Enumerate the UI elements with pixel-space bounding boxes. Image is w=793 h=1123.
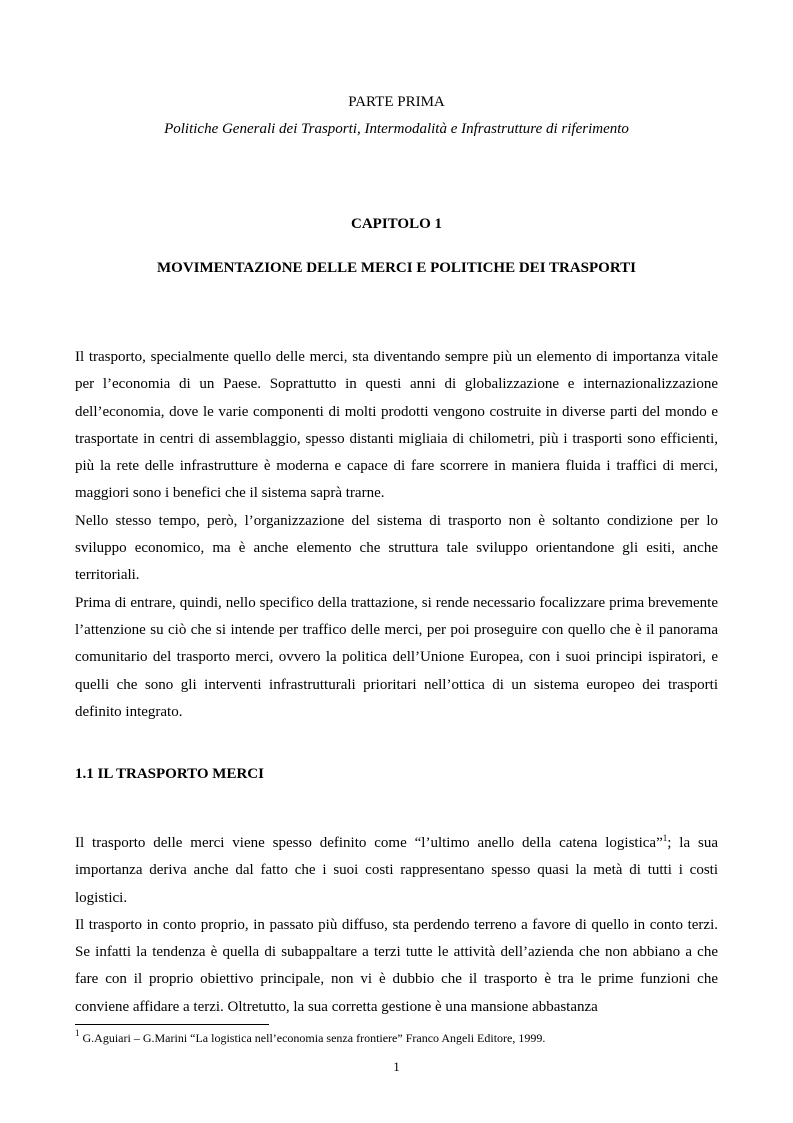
intro-text	[75, 344, 718, 726]
footnote-reference[interactable]: 1	[662, 833, 668, 843]
intro-paragraph: Il trasporto, specialmente quello delle merci, sta diventando sempre più un elemento di importanza vitale per l’economia di un Paese. Soprattutto in questi anni di globalizzazione e internazionalizzazione dell’economia, dove le varie componenti di molti prodotti vengono costruite in diverse parti del mondo e trasportate in centri di assemblaggio, spesso distanti migliaia di chilometri, più i trasporti sono efficienti, più la rete delle infrastrutture è moderna e capace di fare scorrere in maniera fluida i traffici di merci, maggiori sono i benefici che il sistema saprà trarne.	[75, 349, 718, 502]
section-text	[75, 830, 718, 1021]
intro-paragraph: Prima di entrare, quindi, nello specifico della trattazione, si rende necessario focalizzare prima brevemente l’attenzione su ciò che si intende per traffico delle merci, per poi proseguire con quello che è il panorama comunitario del trasporto merci, ovvero la politica dell’Unione Europea, con i suoi principi ispiratori, e quelli che sono gli interventi infrastrutturali prioritari nell’ottica di un sistema europeo dei trasporti definito integrato.	[75, 594, 718, 720]
page-number: 1	[393, 1059, 400, 1074]
section-paragraph	[75, 830, 718, 912]
intro-paragraph: Nello stesso tempo, però, l’organizzazione del sistema di trasporto non è soltanto condizione per lo sviluppo economico, ma è anche elemento che struttura tale sviluppo orientandone gli esiti, anche territoriali.	[75, 512, 718, 584]
chapter-number: CAPITOLO 1	[351, 216, 442, 232]
footnote-divider	[75, 1024, 269, 1025]
footnote-number: 1	[75, 1028, 80, 1038]
section-paragraph: Il trasporto in conto proprio, in passato più diffuso, sta perdendo terreno a favore di quello in conto terzi. Se infatti la tendenza è quella di subappaltare a terzi tutte le attività dell’azienda che non abbiano a che fare con il proprio obiettivo principale, non vi è dubbio che il trasporto è tra le prime funzioni che conviene affidare a terzi. Oltretutto, la sua corretta gestione è una mansione abbastanza	[75, 916, 718, 1015]
section-paragraph-end: ; la sua importanza deriva anche dal fatto che i suoi costi rappresentano spesso quasi la metà di tutti i costi logistici.	[75, 835, 718, 906]
section-heading: 1.1 IL TRASPORTO MERCI	[75, 766, 264, 782]
footnote	[75, 1028, 546, 1046]
chapter-title: MOVIMENTAZIONE DELLE MERCI E POLITICHE DEI TRASPORTI	[157, 260, 636, 276]
part-title: PARTE PRIMA	[348, 94, 445, 110]
footnote-text: G.Aguiari – G.Marini “La logistica nell’economia senza frontiere” Franco Angeli Editore, 1999.	[79, 1031, 546, 1045]
section-paragraph-start: Il trasporto delle merci viene spesso definito come “l’ultimo anello della catena logistica”	[75, 835, 663, 851]
part-subtitle: Politiche Generali dei Trasporti, Intermodalità e Infrastrutture di riferimento	[164, 121, 629, 137]
